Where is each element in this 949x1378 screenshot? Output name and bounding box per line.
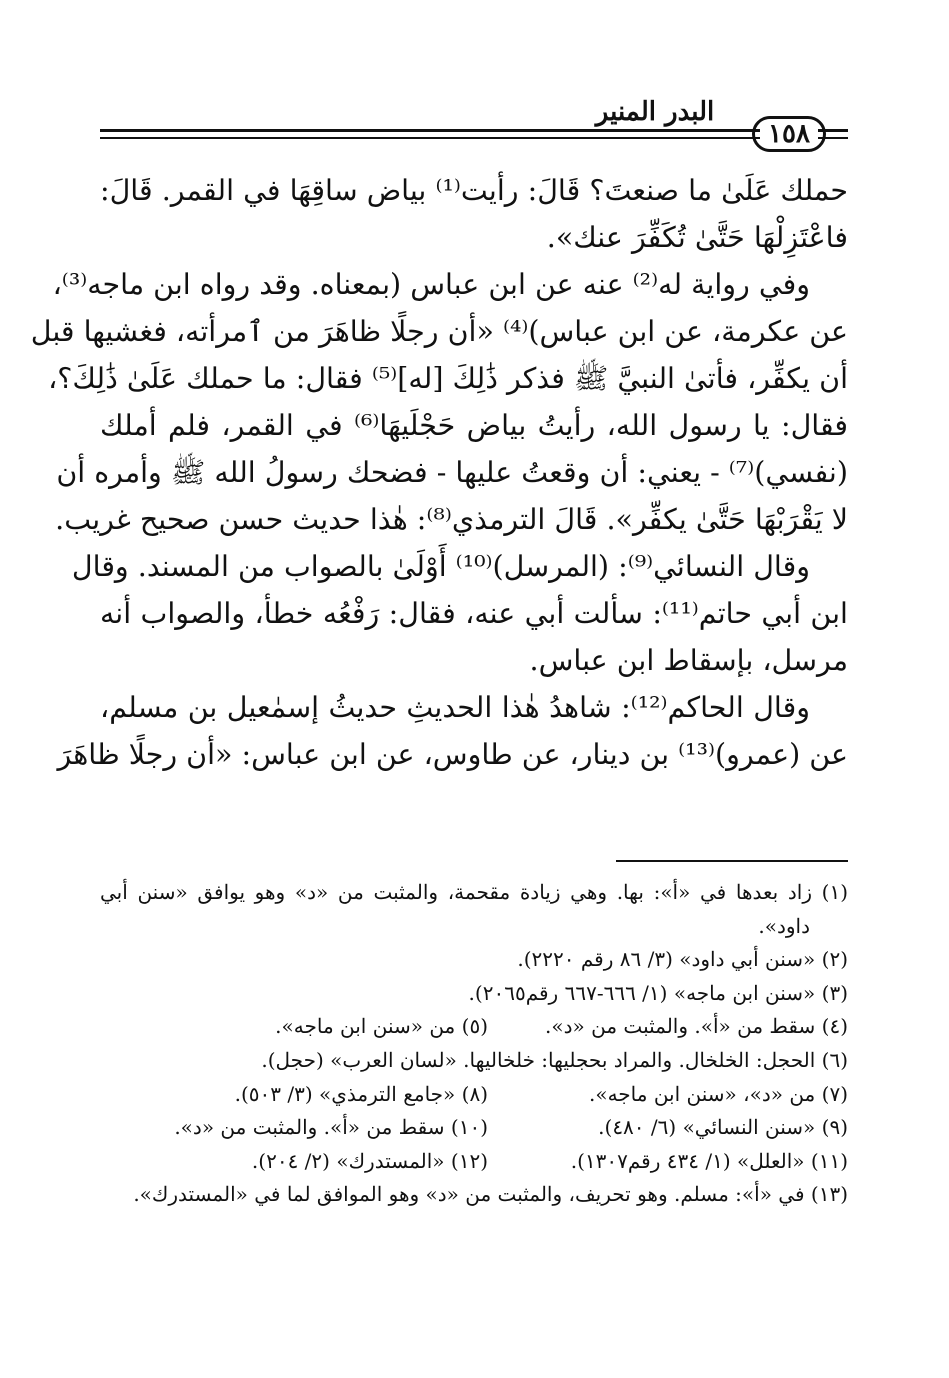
body-line: مرسل، بإسقاط ابن عباس.	[529, 644, 848, 677]
body-line: وقال النسائي⁽⁹⁾: (المرسل)⁽¹⁰⁾ أَوْلَىٰ بالصواب من المسند. وقال	[71, 550, 810, 583]
footnote-4: (٤) سقط من «أ». والمثبت من «د».	[545, 1014, 848, 1039]
footnote-row-4-5	[100, 1010, 848, 1044]
body-line: عن عكرمة، عن ابن عباس)⁽⁴⁾ «أن رجلًا ظاهَرَ من ٱمرأته، فغشيها قبل	[30, 315, 848, 348]
footnote-2: (٢) «سنن أبي داود» (٣/ ٨٦ رقم ٢٢٢٠).	[517, 947, 848, 972]
footnote-row-11-12	[100, 1145, 848, 1179]
footnote-12: (١٢) «المستدرك» (٢/ ٢٠٤).	[251, 1148, 488, 1173]
body-line: (نفسي)⁽⁷⁾ - يعني: أن وقعتُ عليها - فضحك رسولُ الله ﷺ وأمره أن	[56, 456, 848, 489]
body-line: حملك عَلَىٰ ما صنعتَ؟ قَالَ: رأيت⁽¹⁾ بياض ساقِهَا في القمر. قَالَ:	[100, 174, 848, 207]
body-line: فقال: يا رسول الله، رأيتُ بياض حَجْلَيهَا⁽⁶⁾ في القمر، فلم أملك	[100, 409, 848, 442]
body-line: فاعْتَزِلْهَا حَتَّىٰ تُكَفِّرَ عنك».	[546, 221, 848, 254]
header-rule-thin	[100, 137, 760, 139]
footnote-row-9-10	[100, 1111, 848, 1145]
main-text	[30, 167, 848, 778]
footnotes	[100, 876, 848, 1212]
footnote-separator	[616, 860, 848, 862]
body-line: ابن أبي حاتم⁽¹¹⁾: سألت أبي عنه، فقال: رَفْعُه خطأ، والصواب أنه	[100, 597, 848, 630]
body-line: وفي رواية له⁽²⁾ عنه عن ابن عباس (بمعناه. وقد رواه ابن ماجه⁽³⁾،	[52, 268, 810, 301]
page-number: ١٥٨	[752, 116, 826, 152]
footnote-7: (٧) من «د»، «سنن ابن ماجه».	[588, 1081, 848, 1106]
footnote-1: (١) زاد بعدها في «أ»: بها. وهي زيادة مقحمة، والمثبت من «د» وهو يوافق «سنن أبي	[100, 880, 848, 904]
footnote-8: (٨) «جامع الترمذي» (٣/ ٥٠٣).	[234, 1081, 488, 1106]
body-line: عن (عمرو)⁽¹³⁾ بن دينار، عن طاوس، عن ابن عباس: «أن رجلًا ظاهَرَ	[57, 738, 848, 771]
footnote-1-continued: داود».	[758, 913, 810, 938]
running-title: البدر المنير	[595, 97, 715, 127]
footnote-13: (١٣) في «أ»: مسلم. وهو تحريف، والمثبت من «د» وهو الموافق لما في «المستدرك».	[133, 1182, 848, 1207]
footnote-10: (١٠) سقط من «أ». والمثبت من «د».	[174, 1115, 488, 1140]
footnote-6: (٦) الحجل: الخلخال. والمراد بحجليها: خلخاليها. «لسان العرب» (حجل).	[261, 1047, 848, 1072]
footnote-row-7-8	[100, 1078, 848, 1112]
body-line: وقال الحاكم⁽¹²⁾: شاهدُ هٰذا الحديثِ حديثُ إسمٰعيل بن مسلم،	[100, 691, 810, 724]
body-line: أن يكفِّر، فأتىٰ النبيَّ ﷺ فذكر ذَٰلِكَ [له]⁽⁵⁾ فقال: ما حملك عَلَىٰ ذَٰلِكَ؟،	[48, 362, 848, 395]
footnote-11: (١١) «العلل» (١/ ٤٣٤ رقم١٣٠٧).	[570, 1148, 848, 1173]
footnote-3: (٣) «سنن ابن ماجه» (١/ ٦٦٦-٦٦٧ رقم٢٠٦٥).	[468, 980, 848, 1005]
body-line: لا يَقْرَبْهَا حَتَّىٰ يكفِّر». قَالَ الترمذي⁽⁸⁾: هٰذا حديث حسن صحيح غريب.	[55, 503, 848, 536]
footnote-5: (٥) من «سنن ابن ماجه».	[275, 1014, 488, 1039]
header-rule-thick	[100, 129, 760, 132]
footnote-9: (٩) «سنن النسائي» (٦/ ٤٨٠).	[598, 1115, 848, 1140]
